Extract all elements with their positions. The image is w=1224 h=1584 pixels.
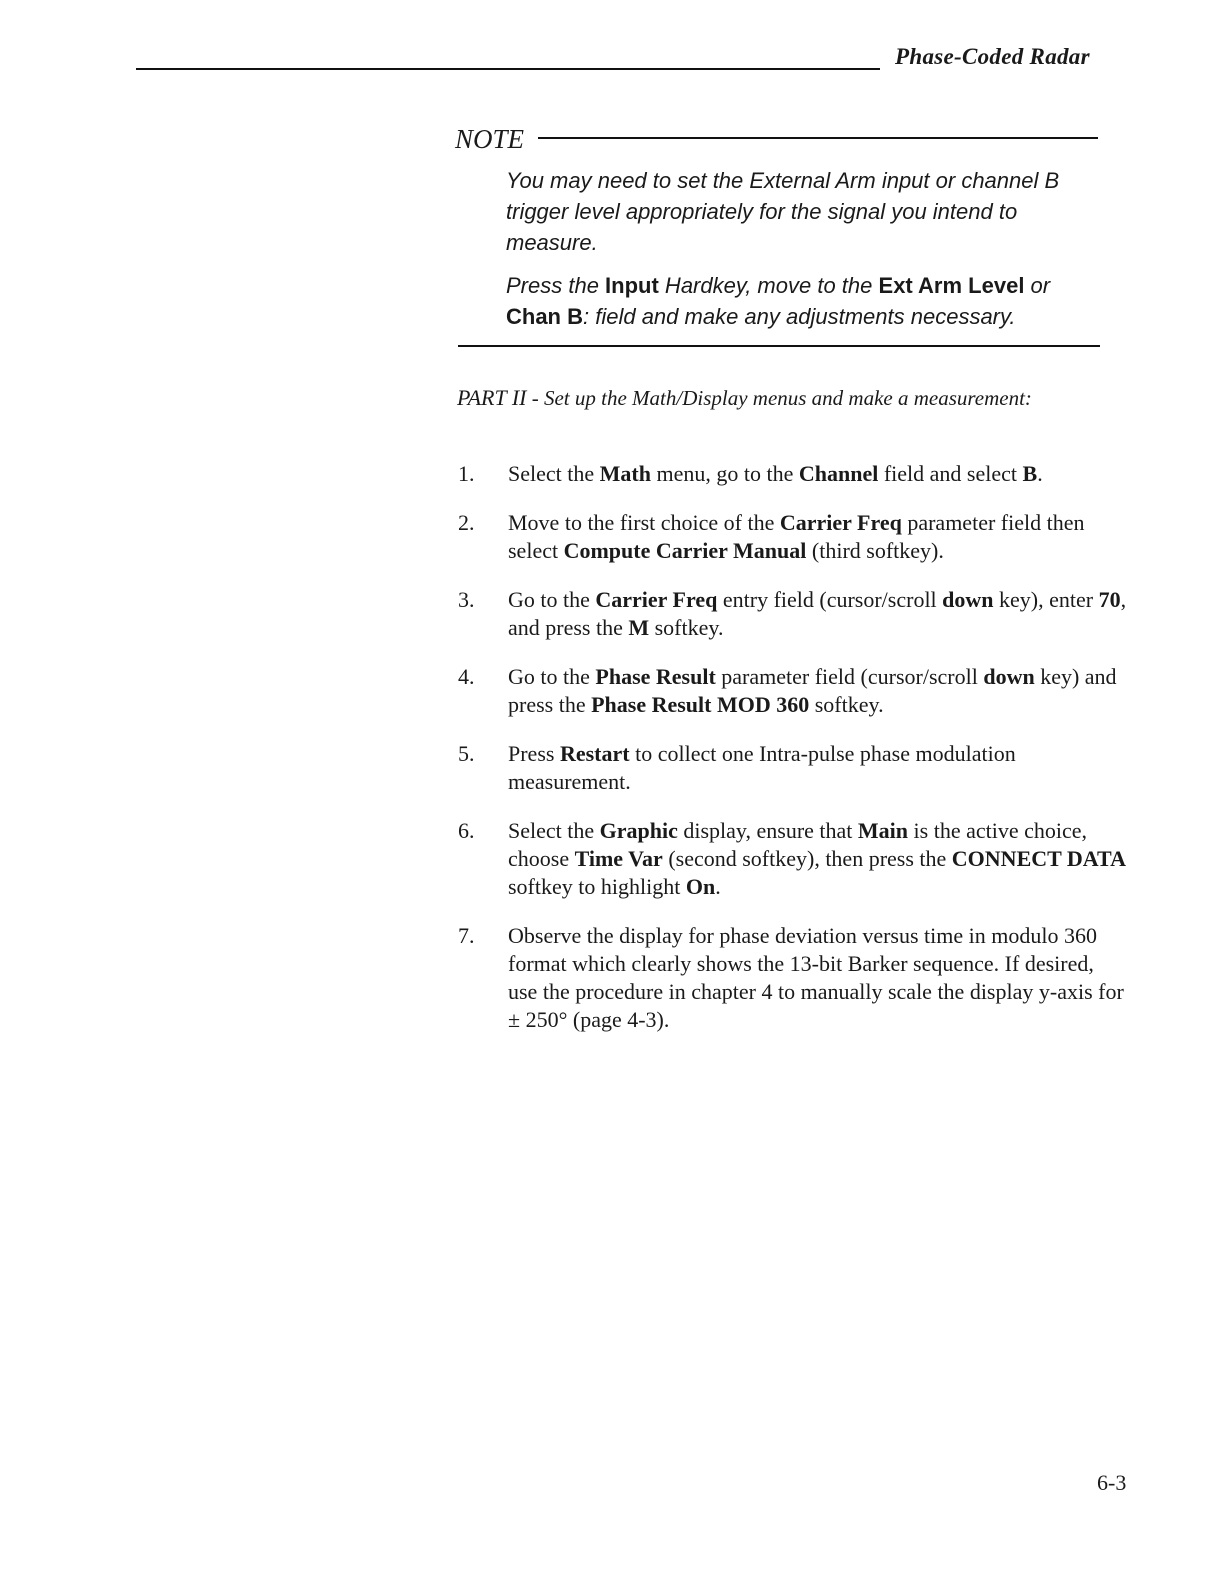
step-text [508,509,1128,565]
text-run: key) and press the [508,664,1117,717]
text-run: Press [508,741,560,766]
step-text [508,586,1128,642]
text-run: key), enter [993,587,1099,612]
text-run: Move to the first choice of the [508,510,780,535]
text-run: : field and make any adjustments necessary. [583,304,1016,329]
step-item [458,460,1128,488]
text-run: Select the [508,461,600,486]
text-run: . [1037,461,1043,486]
emphasized-term: Time Var [574,846,663,871]
text-run: Go to the [508,587,596,612]
text-run: is the active choice, choose [508,818,1088,871]
note-rule-top [538,137,1098,139]
step-item [458,586,1128,642]
text-run: softkey. [809,692,884,717]
step-text [508,922,1128,1034]
emphasized-term: Carrier Freq [779,510,902,535]
step-number: 7. [458,923,475,948]
step-item [458,740,1128,796]
text-run: entry field (cursor/scroll [717,587,943,612]
note-paragraph-2 [506,270,1096,332]
text-run: Press the [506,273,606,298]
text-run: Go to the [508,664,596,689]
text-run: softkey. [649,615,724,640]
emphasized-term: Carrier Freq [595,587,718,612]
running-head-title: Phase-Coded Radar [895,44,1090,69]
step-item [458,817,1128,901]
emphasized-term: Compute Carrier Manual [563,538,807,563]
part-label: PART II [457,385,527,410]
text-run: parameter field then select [508,510,1085,563]
step-text [508,740,1128,796]
step-item [458,922,1128,1034]
step-number: 2. [458,510,475,535]
emphasized-term: Graphic [599,818,678,843]
emphasized-term: On [685,874,716,899]
note-paragraph-1: You may need to set the External Arm input or channel B trigger level appropriately for the signal you intend to measure. [506,168,1060,255]
text-run: Observe the display for phase deviation versus time in modulo 360 format which clearly shows the 13-bit Barker sequence. If desired, use the procedure in chapter 4 to manually scale the display y-axis for ± 250° (page 4-3). [508,923,1124,1032]
text-run: field and select [878,461,1023,486]
emphasized-term: Chan B [506,304,583,329]
step-number: 3. [458,587,475,612]
emphasized-term: Restart [559,741,630,766]
text-run: (third softkey). [806,538,944,563]
emphasized-term: M [628,615,650,640]
step-text [508,460,1128,488]
note-rule-bottom [458,345,1100,347]
step-number: 5. [458,741,475,766]
text-run: Hardkey, move to the [658,273,879,298]
emphasized-term: Ext Arm Level [878,273,1025,298]
page-number: 6-3 [1097,1470,1127,1495]
step-item [458,663,1128,719]
emphasized-term: Input [605,273,659,298]
step-number: 1. [458,461,475,486]
step-text [508,663,1128,719]
step-item [458,509,1128,565]
emphasized-term: down [942,587,994,612]
steps-list [458,460,1128,1055]
emphasized-term: Phase Result [595,664,716,689]
emphasized-term: 70 [1098,587,1121,612]
text-run: or [1024,273,1051,298]
text-run: (second softkey), then press the [662,846,952,871]
text-run: display, ensure that [677,818,858,843]
text-run: Select the [508,818,600,843]
text-run: to collect one Intra-pulse phase modulation measurement. [508,741,1016,794]
text-run: . [715,874,721,899]
step-number: 6. [458,818,475,843]
step-text [508,817,1128,901]
emphasized-term: Phase Result MOD 360 [591,692,810,717]
emphasized-term: down [983,664,1035,689]
step-number: 4. [458,664,475,689]
part-heading [457,383,1077,413]
header-rule [136,68,880,70]
emphasized-term: B [1022,461,1038,486]
text-run: menu, go to the [650,461,799,486]
note-label: NOTE [455,124,525,154]
emphasized-term: Math [599,461,651,486]
text-run: softkey to highlight [508,874,686,899]
emphasized-term: CONNECT DATA [951,846,1126,871]
text-run: , and press the [508,587,1127,640]
emphasized-term: Channel [798,461,879,486]
part-heading-text: - Set up the Math/Display menus and make a measurement: [526,386,1032,410]
emphasized-term: Main [857,818,909,843]
text-run: parameter field (cursor/scroll [715,664,984,689]
